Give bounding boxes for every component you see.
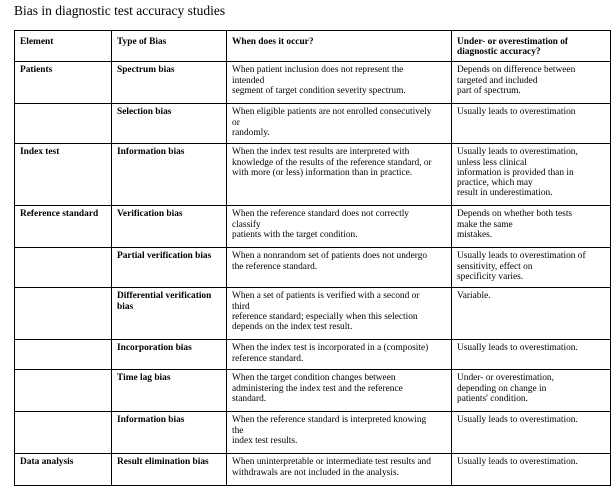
cell-text-line: When a set of patients is verified with a second or (232, 291, 420, 302)
cell-when-does-it-occur (227, 412, 452, 454)
cell-text-line: Usually leads to overestimation. (457, 343, 578, 354)
cell-text-line: withdrawals are not included in the analysis. (232, 467, 399, 478)
cell-text-line: sensitivity, effect on (457, 261, 533, 272)
cell-text-line: depends on the index test result. (232, 322, 353, 333)
cell-text-line: When eligible patients are not enrolled consecutively (232, 107, 432, 118)
table-header-row (15, 31, 611, 62)
header-type-of-bias: Type of Bias (112, 31, 227, 62)
cell-type-of-bias: Incorporation bias (112, 340, 227, 370)
cell-estimation (452, 340, 611, 370)
cell-text-line: When the index test is incorporated in a (composite) (232, 343, 429, 354)
cell-type-of-bias: Result elimination bias (112, 454, 227, 486)
table-row (15, 144, 611, 206)
cell-type-of-bias: Time lag bias (112, 370, 227, 412)
cell-text-line: make the same (457, 219, 513, 230)
cell-when-does-it-occur (227, 340, 452, 370)
cell-type-of-bias: Information bias (112, 412, 227, 454)
cell-when-does-it-occur (227, 248, 452, 288)
cell-type-of-bias: Information bias (112, 144, 227, 206)
cell-text-line: specificity varies. (457, 271, 524, 282)
cell-estimation (452, 62, 611, 104)
cell-text-line: practice, which may (457, 178, 533, 189)
cell-text-line: information is provided than in (457, 167, 574, 178)
table-row (15, 248, 611, 288)
cell-text-line: with more (or less) information than in practice. (232, 167, 413, 178)
header-under-overestimation: Under- or overestimation of diagnostic accuracy? (452, 31, 611, 62)
cell-estimation (452, 144, 611, 206)
cell-text-line: When the index test results are interpreted with (232, 147, 410, 158)
cell-estimation (452, 454, 611, 486)
cell-text-line: administering the index test and the reference (232, 383, 403, 394)
cell-element (15, 370, 112, 412)
cell-element: Index test (15, 144, 112, 206)
cell-text-line: reference standard; especially when this selection (232, 311, 418, 322)
cell-text-line: Depends on whether both tests (457, 209, 573, 220)
document-title: Bias in diagnostic test accuracy studies (14, 3, 226, 18)
cell-element: Reference standard (15, 206, 112, 248)
cell-text-line: When patient inclusion does not represent the (232, 65, 404, 76)
table-body (15, 62, 611, 486)
cell-type-of-bias: Spectrum bias (112, 62, 227, 104)
cell-text-line: Usually leads to overestimation. (457, 415, 578, 426)
cell-element (15, 340, 112, 370)
cell-text-line: mistakes. (457, 229, 493, 240)
table-row (15, 288, 611, 340)
cell-text-line: the reference standard. (232, 261, 318, 272)
cell-text-line: classify (232, 219, 261, 230)
cell-element: Patients (15, 62, 112, 104)
cell-text-line: Variable. (457, 291, 491, 302)
cell-text-line: patients with the target condition. (232, 229, 358, 240)
cell-estimation (452, 370, 611, 412)
cell-type-of-bias: Selection bias (112, 104, 227, 144)
cell-text-line: index test results. (232, 435, 298, 446)
cell-text-line: When the target condition changes between (232, 373, 396, 384)
cell-text-line: Usually leads to overestimation (457, 107, 576, 118)
cell-text-line: knowledge of the results of the reference standard, or (232, 157, 432, 168)
cell-estimation (452, 248, 611, 288)
cell-estimation (452, 412, 611, 454)
cell-text-line: patients' condition. (457, 393, 528, 404)
table-row (15, 454, 611, 486)
cell-type-of-bias: Verification bias (112, 206, 227, 248)
cell-when-does-it-occur (227, 104, 452, 144)
cell-type-of-bias: Differential verification bias (112, 288, 227, 340)
table-row (15, 104, 611, 144)
cell-text-line: randomly. (232, 127, 270, 138)
cell-element (15, 412, 112, 454)
header-element: Element (15, 31, 112, 62)
table-row (15, 412, 611, 454)
cell-when-does-it-occur (227, 62, 452, 104)
bias-table (14, 30, 611, 486)
cell-text-line: Depends on difference between (457, 65, 576, 76)
cell-text-line: Usually leads to overestimation. (457, 457, 578, 468)
cell-text-line: When uninterpretable or intermediate test results and (232, 457, 431, 468)
cell-estimation (452, 288, 611, 340)
table-row (15, 206, 611, 248)
cell-estimation (452, 104, 611, 144)
cell-text-line: third (232, 301, 250, 312)
cell-when-does-it-occur (227, 288, 452, 340)
cell-when-does-it-occur (227, 144, 452, 206)
cell-when-does-it-occur (227, 206, 452, 248)
cell-element (15, 288, 112, 340)
cell-text-line: targeted and included (457, 75, 538, 86)
cell-text-line: standard. (232, 393, 267, 404)
cell-text-line: intended (232, 75, 265, 86)
header-when-does-it-occur: When does it occur? (227, 31, 452, 62)
cell-element (15, 104, 112, 144)
table-row (15, 370, 611, 412)
cell-text-line: Usually leads to overestimation of (457, 251, 586, 262)
cell-element: Data analysis (15, 454, 112, 486)
cell-text-line: the (232, 425, 244, 436)
cell-type-of-bias: Partial verification bias (112, 248, 227, 288)
cell-text-line: unless less clinical (457, 157, 527, 168)
cell-text-line: Usually leads to overestimation, (457, 147, 578, 158)
cell-text-line: result in underestimation. (457, 188, 553, 199)
cell-estimation (452, 206, 611, 248)
cell-text-line: When the reference standard does not correctly (232, 209, 409, 220)
cell-text-line: Under- or overestimation, (457, 373, 554, 384)
table-row (15, 62, 611, 104)
cell-element (15, 248, 112, 288)
cell-when-does-it-occur (227, 370, 452, 412)
cell-when-does-it-occur (227, 454, 452, 486)
cell-text-line: segment of target condition severity spectrum. (232, 85, 406, 96)
table-row (15, 340, 611, 370)
cell-text-line: or (232, 117, 240, 128)
cell-text-line: depending on change in (457, 383, 547, 394)
cell-text-line: part of spectrum. (457, 85, 521, 96)
cell-text-line: When a nonrandom set of patients does not undergo (232, 251, 428, 262)
cell-text-line: reference standard. (232, 353, 304, 364)
cell-text-line: When the reference standard is interpreted knowing (232, 415, 427, 426)
